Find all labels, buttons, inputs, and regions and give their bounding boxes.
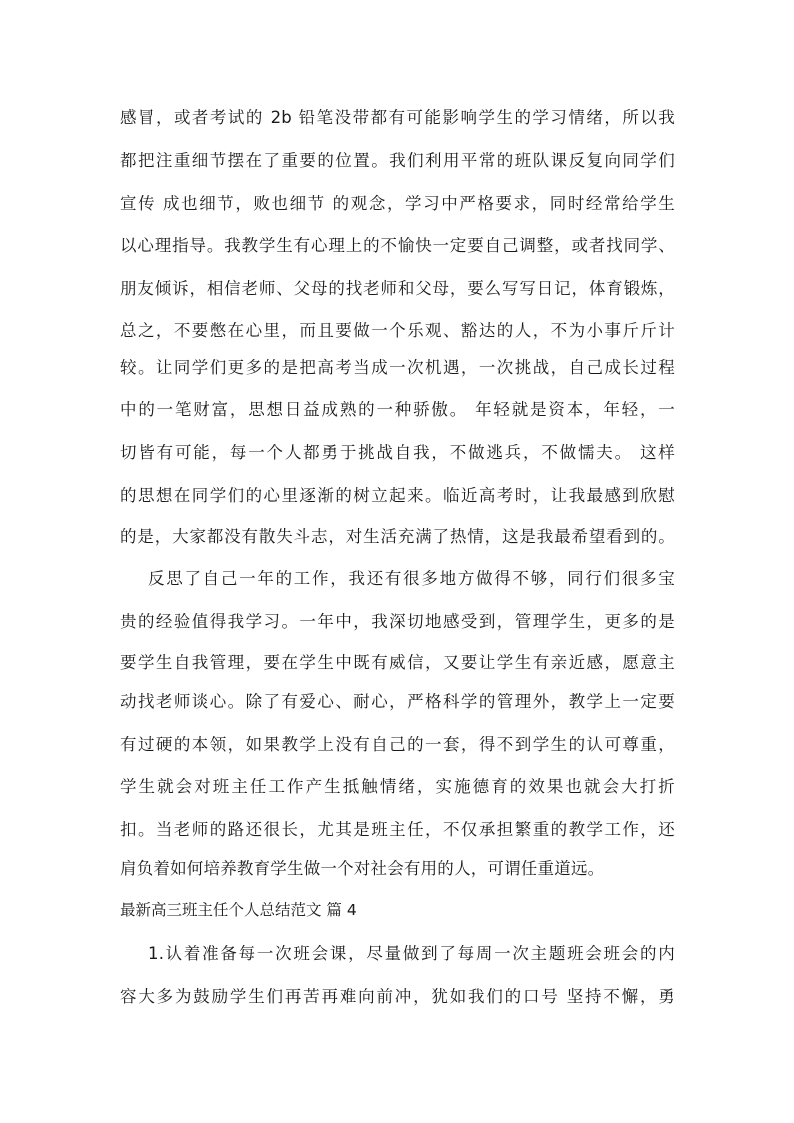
paragraph-1-line-9: 切皆有可能，每一个人都勇于挑战自我，不做逃兵，不做懦夫。 这样 bbox=[120, 443, 675, 462]
paragraph-2-line-3: 要学生自我管理，要在学生中既有威信，又要让学生有亲近感，愿意主 bbox=[120, 653, 675, 672]
paragraph-2-line-6: 学生就会对班主任工作产生抵触情绪，实施德育的效果也就会大打折 bbox=[120, 777, 675, 796]
paragraph-1-line-8: 中的一笔财富，思想日益成熟的一种骄傲。 年轻就是资本，年轻，一 bbox=[120, 400, 675, 419]
paragraph-1-line-10: 的思想在同学们的心里逐渐的树立起来。临近高考时，让我最感到欣慰 bbox=[120, 486, 675, 505]
paragraph-1-line-3: 宣传 成也细节，败也细节 的观念，学习中严格要求，同时经常给学生 bbox=[120, 194, 675, 213]
paragraph-2-line-7: 扣。当老师的路还很长，尤其是班主任，不仅承担繁重的教学工作，还 bbox=[120, 820, 675, 839]
paragraph-3-line-2: 容大多为鼓励学生们再苦再难向前冲，犹如我们的口号 坚持不懈，勇 bbox=[120, 987, 675, 1006]
section-heading: 最新高三班主任个人总结范文 篇 4 bbox=[120, 901, 357, 919]
paragraph-1-line-5: 朋友倾诉，相信老师、父母的找老师和父母，要么写写日记，体育锻炼， bbox=[120, 279, 675, 298]
paragraph-1-line-7: 较。让同学们更多的是把高考当成一次机遇，一次挑战，自己成长过程 bbox=[120, 358, 675, 377]
paragraph-1-line-1: 感冒，或者考试的 2b 铅笔没带都有可能影响学生的学习情绪，所以我 bbox=[120, 108, 675, 127]
paragraph-2-line-1: 反思了自己一年的工作，我还有很多地方做得不够，同行们很多宝 bbox=[148, 569, 675, 588]
paragraph-2-line-5: 有过硬的本领，如果教学上没有自己的一套，得不到学生的认可尊重， bbox=[120, 735, 675, 754]
paragraph-1-line-6: 总之，不要憋在心里，而且要做一个乐观、豁达的人，不为小事斤斤计 bbox=[120, 321, 675, 340]
paragraph-2-line-2: 贵的经验值得我学习。一年中，我深切地感受到，管理学生，更多的是 bbox=[120, 612, 675, 631]
paragraph-1-line-2: 都把注重细节摆在了重要的位置。我们利用平常的班队课反复向同学们 bbox=[120, 151, 675, 170]
paragraph-2-line-8: 肩负着如何培养教育学生做一个对社会有用的人，可谓任重道远。 bbox=[120, 859, 605, 878]
paragraph-1-line-11: 的是，大家都没有散失斗志，对生活充满了热情，这是我最希望看到的。 bbox=[120, 527, 675, 546]
paragraph-2-line-4: 动找老师谈心。除了有爱心、耐心，严格科学的管理外，教学上一定要 bbox=[120, 692, 675, 711]
paragraph-1-line-4: 以心理指导。我教学生有心理上的不愉快一定要自己调整，或者找同学、 bbox=[120, 236, 675, 255]
paragraph-3-line-1: 1.认着准备每一次班会课，尽量做到了每周一次主题班会班会的内 bbox=[148, 944, 675, 963]
